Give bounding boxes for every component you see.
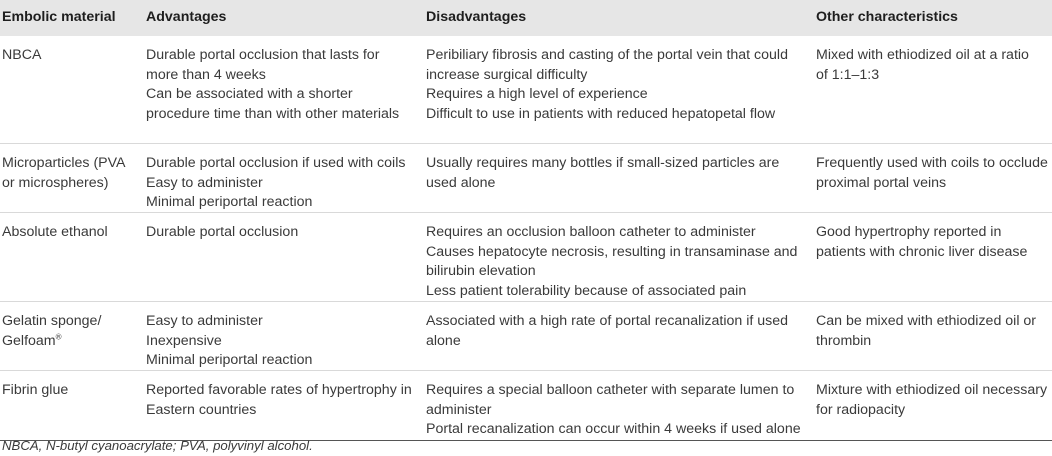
cell-line: Can be mixed with ethiodized oil or	[816, 313, 1037, 329]
cell-line: Requires a special balloon catheter with separate lumen to	[426, 382, 795, 398]
cell-line: more than 4 weeks	[146, 66, 266, 83]
cell-line: of 1:1–1:3	[816, 66, 880, 83]
table-row	[0, 36, 1052, 144]
cell-line: patients with chronic liver disease	[816, 243, 1028, 260]
cell-line: Less patient tolerability because of associated pain	[426, 282, 747, 299]
cell-disadvantages	[426, 381, 816, 440]
header-other-characteristics: Other characteristics	[816, 9, 958, 26]
table-row	[0, 302, 1052, 371]
cell-material	[0, 223, 146, 301]
cell-line: bilirubin elevation	[426, 263, 536, 279]
cell-line: Gelatin sponge/	[2, 313, 102, 329]
cell-line: Eastern countries	[146, 401, 257, 418]
cell-disadvantages	[426, 46, 816, 143]
cell-line: thrombin	[816, 332, 872, 349]
cell-material	[0, 154, 146, 212]
cell-line: Easy to administer	[146, 313, 263, 329]
cell-line: for radiopacity	[816, 401, 906, 418]
cell-line: Durable portal occlusion	[146, 224, 299, 240]
cell-line: alone	[426, 332, 461, 349]
cell-material	[0, 46, 146, 143]
cell-line: Can be associated with a shorter	[146, 86, 353, 102]
cell-line: Requires an occlusion balloon catheter to administer	[426, 224, 756, 240]
cell-line: Minimal periportal reaction	[146, 352, 313, 368]
cell-other	[816, 154, 1052, 212]
cell-line: Causes hepatocyte necrosis, resulting in transaminase and	[426, 243, 798, 260]
cell-line: Peribiliary fibrosis and casting of the portal vein that could	[426, 47, 788, 63]
cell-line: NBCA	[2, 47, 42, 63]
cell-other	[816, 46, 1052, 143]
cell-material	[0, 312, 146, 370]
registered-mark: ®	[55, 331, 62, 341]
cell-advantages	[146, 223, 426, 301]
cell-advantages	[146, 312, 426, 370]
cell-line	[2, 332, 146, 352]
cell-line: Mixed with ethiodized oil at a ratio	[816, 47, 1029, 63]
cell-line: used alone	[426, 174, 496, 191]
cell-line: procedure time than with other materials	[146, 105, 400, 122]
table-row	[0, 144, 1052, 213]
table-row	[0, 213, 1052, 302]
cell-line: or microspheres)	[2, 174, 109, 191]
header-embolic-material: Embolic material	[2, 9, 116, 26]
cell-line: Easy to administer	[146, 174, 263, 191]
cell-line: Reported favorable rates of hypertrophy in	[146, 382, 412, 398]
cell-other	[816, 381, 1052, 440]
cell-line: Minimal periportal reaction	[146, 194, 313, 210]
cell-advantages	[146, 381, 426, 440]
cell-other	[816, 312, 1052, 370]
cell-disadvantages	[426, 223, 816, 301]
table-row	[0, 371, 1052, 441]
cell-line: Portal recanalization can occur within 4 weeks if used alone	[426, 421, 801, 437]
cell-line: increase surgical difficulty	[426, 66, 588, 83]
cell-line: Microparticles (PVA	[2, 155, 126, 171]
cell-line: Requires a high level of experience	[426, 86, 648, 102]
cell-line: Good hypertrophy reported in	[816, 224, 1002, 240]
cell-advantages	[146, 46, 426, 143]
cell-line: Absolute ethanol	[2, 224, 108, 240]
cell-line: Durable portal occlusion if used with coils	[146, 155, 406, 171]
cell-material	[0, 381, 146, 440]
cell-line: administer	[426, 401, 492, 418]
cell-line: Associated with a high rate of portal recanalization if used	[426, 313, 788, 329]
cell-disadvantages	[426, 154, 816, 212]
header-disadvantages: Disadvantages	[426, 9, 527, 26]
cell-line: Usually requires many bottles if small-sized particles are	[426, 155, 780, 171]
table-footnote: NBCA, N-butyl cyanoacrylate; PVA, polyvinyl alcohol.	[2, 438, 313, 453]
cell-text: Gelfoam	[2, 332, 56, 349]
cell-line: Difficult to use in patients with reduced hepatopetal flow	[426, 105, 776, 122]
cell-advantages	[146, 154, 426, 212]
table-header-row	[0, 0, 1052, 36]
cell-other	[816, 223, 1052, 301]
cell-line: Inexpensive	[146, 332, 222, 349]
cell-line: proximal portal veins	[816, 174, 947, 191]
cell-disadvantages	[426, 312, 816, 370]
cell-line: Mixture with ethiodized oil necessary	[816, 382, 1048, 398]
cell-line: Fibrin glue	[2, 382, 69, 398]
cell-line: Frequently used with coils to occlude	[816, 155, 1048, 171]
cell-line: Durable portal occlusion that lasts for	[146, 47, 380, 63]
header-advantages: Advantages	[146, 9, 227, 26]
